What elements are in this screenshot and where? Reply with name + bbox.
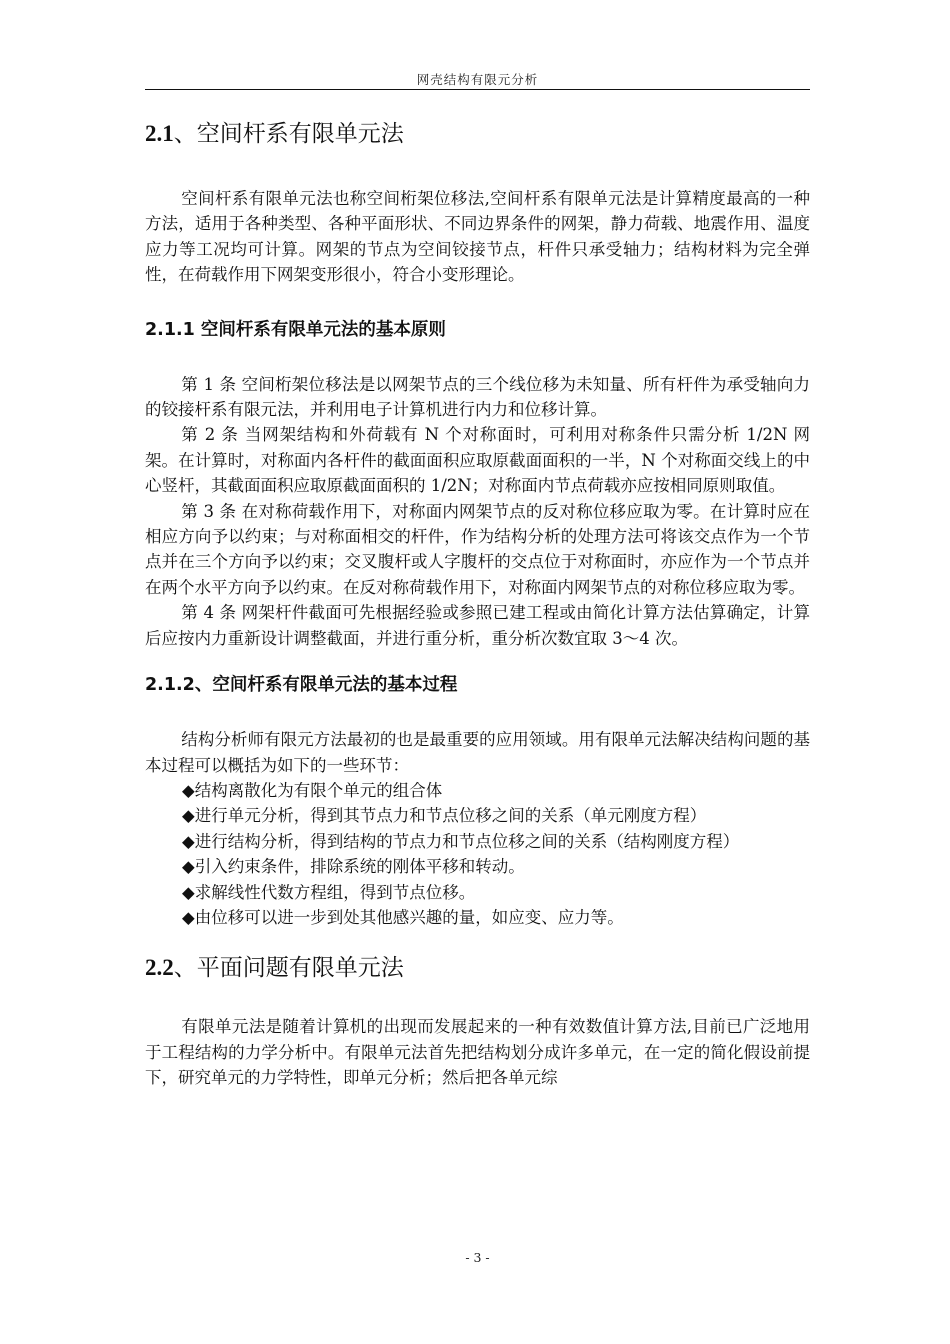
section-number: 2.2 bbox=[145, 955, 174, 981]
article-1: 第 1 条 空间桁架位移法是以网架节点的三个线位移为未知量、所有杆件为承受轴向力的铰接杆系有限元法，并利用电子计算机进行内力和位移计算。 bbox=[145, 374, 810, 420]
list-item: ◆进行单元分析，得到其节点力和节点位移之间的关系（单元刚度方程） bbox=[182, 806, 707, 826]
section-title: 、空间杆系有限单元法 bbox=[173, 121, 404, 147]
list-item: ◆引入约束条件，排除系统的刚体平移和转动。 bbox=[182, 857, 525, 877]
paragraph: 空间杆系有限单元法也称空间桁架位移法,空间杆系有限单元法是计算精度最高的一种方法，适用于各种类型、各种平面形状、不同边界条件的网架，静力荷载、地震作用、温度应力等工况均可计算。网架的节点为空间铰接节点，杆件只承受轴力；结构材料为完全弹性，在荷载作用下网架变形很小，符合小变形理论。 bbox=[145, 189, 810, 285]
section-title: 、平面问题有限单元法 bbox=[173, 955, 404, 982]
paragraph: 结构分析师有限元方法最初的也是最重要的应用领域。用有限单元法解决结构问题的基本过程可以概括为如下的一些环节： bbox=[145, 730, 810, 775]
running-header: 网壳结构有限元分析 bbox=[416, 72, 539, 87]
section-heading-2-2 bbox=[145, 948, 810, 988]
list-item: ◆求解线性代数方程组，得到节点位移。 bbox=[182, 882, 476, 902]
subsection-heading-2-1-2: 2.1.2、空间杆系有限单元法的基本过程 bbox=[145, 675, 458, 696]
page-number: - 3 - bbox=[465, 1250, 490, 1265]
article-4: 第 4 条 网架杆件截面可先根据经验或参照已建工程或由简化计算方法估算确定，计算后应按内力重新设计调整截面，并进行重分析，重分析次数宜取 3～4 次。 bbox=[145, 603, 810, 648]
article-2: 第 2 条 当网架结构和外荷载有 N 个对称面时，可利用对称条件只需分析 1/2N 网架。在计算时，对称面内各杆件的截面面积应取原截面面积的一半，N 个对称面交线上的中心竖杆，其截面面积应取原截面面积的 1/2N；对称面内节点荷载亦应按相同原则取值。 bbox=[145, 425, 810, 496]
list-item: ◆进行结构分析，得到结构的节点力和节点位移之间的关系（结构刚度方程） bbox=[182, 831, 740, 851]
list-item: ◆结构离散化为有限个单元的组合体 bbox=[182, 780, 443, 800]
section-heading-2-1 bbox=[145, 114, 810, 154]
list-item: ◆由位移可以进一步到处其他感兴趣的量，如应变、应力等。 bbox=[182, 907, 624, 927]
section-number: 2.1 bbox=[145, 121, 174, 146]
subsection-heading-2-1-1: 2.1.1 空间杆系有限单元法的基本原则 bbox=[145, 319, 446, 340]
article-3: 第 3 条 在对称荷载作用下，对称面内网架节点的反对称位移应取为零。在计算时应在相应方向予以约束；与对称面相交的杆件，作为结构分析的处理方法可将该交点作为一个节点并在三个方向予以约束；交叉腹杆或人字腹杆的交点位于对称面时，亦应作为一个节点并在两个水平方向予以约束。在反对称荷载作用下，对称面内网架节点的对称位移应取为零。 bbox=[145, 501, 810, 597]
header-rule bbox=[145, 89, 810, 90]
page-body bbox=[145, 114, 810, 1091]
paragraph: 有限单元法是随着计算机的出现而发展起来的一种有效数值计算方法,目前已广泛地用于工程结构的力学分析中。有限单元法首先把结构划分成许多单元，在一定的简化假设前提下，研究单元的力学特性，即单元分析；然后把各单元综 bbox=[145, 1017, 810, 1088]
